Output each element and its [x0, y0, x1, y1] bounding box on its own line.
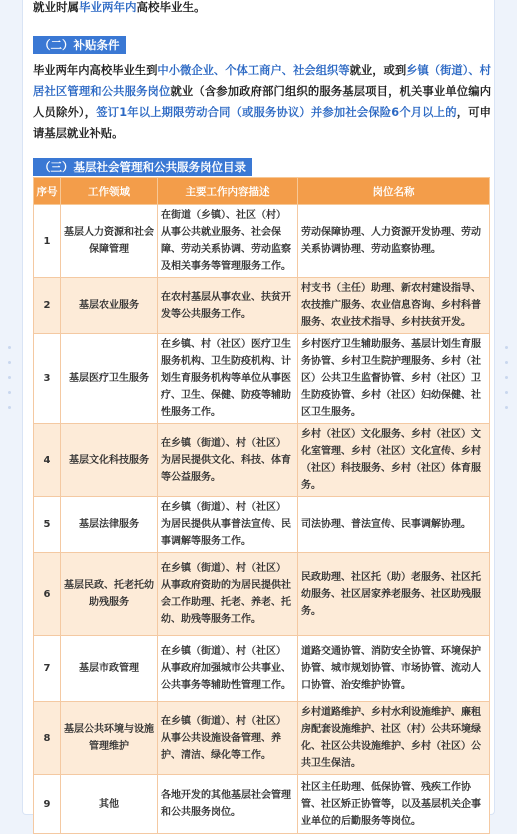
- cell-position: 社区主任助理、低保协管、残疾工作协管、社区矫正协管等，以及基层机关企事业单位的后勤服务等岗位。: [298, 775, 490, 834]
- table-row: [34, 424, 490, 497]
- cell-field: 基层公共环境与设施管理维护: [61, 702, 158, 775]
- cell-no: 6: [34, 553, 61, 636]
- table-row: [34, 497, 490, 553]
- cell-position: 乡村医疗卫生辅助服务、基层计划生育服务协管、乡村卫生院护理服务、乡村（社区）公共卫生监督协管、乡村（社区）卫生防疫协管、乡村（社区）妇幼保健、社区卫生服务。: [298, 334, 490, 424]
- table-row: [34, 553, 490, 636]
- cell-field: 基层医疗卫生服务: [61, 334, 158, 424]
- header-no: 序号: [34, 178, 61, 205]
- cell-position: 道路交通协管、消防安全协管、环境保护协管、城市规划协管、市场协管、流动人口协管、治安维护协管。: [298, 636, 490, 702]
- job-catalog-table: [33, 177, 490, 834]
- cell-field: 基层文化科技服务: [61, 424, 158, 497]
- table-row: [34, 278, 490, 334]
- cell-no: 9: [34, 775, 61, 834]
- cell-no: 4: [34, 424, 61, 497]
- cell-position: 乡村（社区）文化服务、乡村（社区）文化室管理、乡村（社区）文化宣传、乡村（社区）科技服务、乡村（社区）体育服务。: [298, 424, 490, 497]
- conditions-seg: ，可申请基层就业补贴。: [33, 106, 491, 140]
- cell-field: 其他: [61, 775, 158, 834]
- table-row: [34, 205, 490, 278]
- cell-position: 乡村道路维护、乡村水利设施维护、廉租房配套设施维护、社区（村）公共环境绿化、社区公共设施维护、乡村（社区）公共卫生保洁。: [298, 702, 490, 775]
- conditions-seg: 中小微企业、个体工商户、社会组织等: [157, 64, 350, 77]
- intro-line: [33, 0, 493, 14]
- conditions-paragraph: [33, 60, 491, 144]
- intro-prefix: 就业时属: [33, 0, 79, 14]
- conditions-seg: 签订1年以上期限劳动合同（或服务协议）并参加社会保险6个月以上的: [96, 106, 457, 119]
- cell-no: 7: [34, 636, 61, 702]
- cell-position: 村支书（主任）助理、新农村建设指导、农技推广服务、农业信息咨询、乡村科普服务、农业技术指导、乡村扶贫开发。: [298, 278, 490, 334]
- cell-field: 基层农业服务: [61, 278, 158, 334]
- intro-highlight: 毕业两年内: [79, 0, 137, 14]
- left-decoration: [8, 346, 12, 421]
- table-row: [34, 636, 490, 702]
- table-row: [34, 334, 490, 424]
- cell-field: 基层民政、托老托幼助残服务: [61, 553, 158, 636]
- conditions-seg: 乡镇（街道）、村居社区管理和公共服务岗位: [33, 64, 491, 98]
- content-card: [22, 0, 495, 827]
- header-desc: 主要工作内容描述: [158, 178, 298, 205]
- cell-no: 5: [34, 497, 61, 553]
- table-row: [34, 775, 490, 834]
- table-row: [34, 702, 490, 775]
- cell-position: 民政助理、社区托（助）老服务、社区托幼服务、社区居家养老服务、社区助残服务。: [298, 553, 490, 636]
- header-field: 工作领域: [61, 178, 158, 205]
- cell-desc: 各地开发的其他基层社会管理和公共服务岗位。: [158, 775, 298, 834]
- cell-desc: 在乡镇（街道）、村（社区）从事公共设施设备管理、养护、清洁、绿化等工作。: [158, 702, 298, 775]
- cell-no: 3: [34, 334, 61, 424]
- cell-field: 基层市政管理: [61, 636, 158, 702]
- cell-no: 8: [34, 702, 61, 775]
- cell-position: 劳动保障协理、人力资源开发协理、劳动关系协调协理、劳动监察协理。: [298, 205, 490, 278]
- header-position: 岗位名称: [298, 178, 490, 205]
- cell-desc: 在农村基层从事农业、扶贫开发等公共服务工作。: [158, 278, 298, 334]
- cell-desc: 在乡镇（街道）、村（社区）为居民提供从事普法宣传、民事调解等服务工作。: [158, 497, 298, 553]
- cell-desc: 在乡镇、村（社区）医疗卫生服务机构、卫生防疫机构、计划生育服务机构等单位从事医疗、卫生、保健、防疫等辅助性服务工作。: [158, 334, 298, 424]
- cell-position: 司法协理、普法宣传、民事调解协理。: [298, 497, 490, 553]
- section-title-conditions: （二）补贴条件: [33, 36, 126, 54]
- intro-suffix: 高校毕业生。: [136, 0, 206, 14]
- cell-no: 1: [34, 205, 61, 278]
- cell-desc: 在街道（乡镇）、社区（村）从事公共就业服务、社会保障、劳动关系协调、劳动监察及相关事务等管理服务工作。: [158, 205, 298, 278]
- cell-field: 基层法律服务: [61, 497, 158, 553]
- cell-desc: 在乡镇（街道）、村（社区）从事政府加强城市公共事业、公共事务等辅助性管理工作。: [158, 636, 298, 702]
- cell-desc: 在乡镇（街道）、村（社区）从事政府资助的为居民提供社会工作助理、托老、养老、托幼、助残等服务工作。: [158, 553, 298, 636]
- cell-desc: 在乡镇（街道）、村（社区）为居民提供文化、科技、体育等公益服务。: [158, 424, 298, 497]
- section-title-catalog: （三）基层社会管理和公共服务岗位目录: [33, 158, 252, 176]
- conditions-seg: 就业，或到: [349, 64, 407, 77]
- conditions-seg: 毕业两年内高校毕业生到: [33, 64, 158, 77]
- cell-no: 2: [34, 278, 61, 334]
- conditions-seg: 就业（含参加政府部门组织的服务基层项目，机关事业单位编内人员除外），: [33, 85, 491, 119]
- right-decoration: [505, 346, 509, 421]
- table-header-row: [34, 178, 490, 205]
- cell-field: 基层人力资源和社会保障管理: [61, 205, 158, 278]
